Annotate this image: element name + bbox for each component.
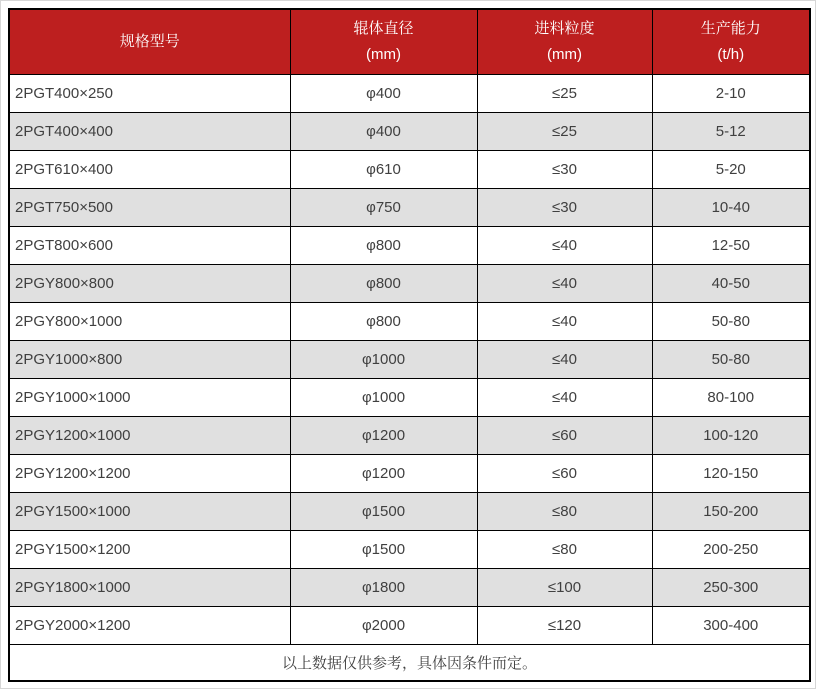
- cell-feed-size: ≤60: [477, 455, 652, 493]
- cell-diameter: φ1200: [290, 455, 477, 493]
- header-cell-capacity: [652, 9, 810, 75]
- cell-model: 2PGT400×400: [9, 113, 290, 151]
- cell-capacity: 10-40: [652, 189, 810, 227]
- table-row: [9, 75, 810, 113]
- header-unit: (mm): [366, 46, 401, 63]
- cell-capacity: 5-12: [652, 113, 810, 151]
- table-header-row: [9, 9, 810, 75]
- cell-diameter: φ800: [290, 265, 477, 303]
- cell-model: 2PGY1500×1200: [9, 531, 290, 569]
- cell-diameter: φ1800: [290, 569, 477, 607]
- cell-capacity: 100-120: [652, 417, 810, 455]
- cell-capacity: 2-10: [652, 75, 810, 113]
- cell-feed-size: ≤30: [477, 189, 652, 227]
- cell-feed-size: ≤40: [477, 379, 652, 417]
- spec-table: [8, 8, 811, 682]
- cell-model: 2PGY1000×800: [9, 341, 290, 379]
- cell-model: 2PGT800×600: [9, 227, 290, 265]
- table-row: [9, 379, 810, 417]
- cell-diameter: φ800: [290, 303, 477, 341]
- table-footer: [9, 645, 810, 682]
- cell-diameter: φ1200: [290, 417, 477, 455]
- cell-capacity: 300-400: [652, 607, 810, 645]
- table-row: [9, 227, 810, 265]
- cell-model: 2PGY2000×1200: [9, 607, 290, 645]
- header-cell-model: [9, 9, 290, 75]
- cell-feed-size: ≤40: [477, 341, 652, 379]
- cell-feed-size: ≤80: [477, 531, 652, 569]
- cell-capacity: 50-80: [652, 341, 810, 379]
- cell-capacity: 250-300: [652, 569, 810, 607]
- cell-model: 2PGY800×1000: [9, 303, 290, 341]
- cell-feed-size: ≤30: [477, 151, 652, 189]
- table-row: [9, 189, 810, 227]
- cell-feed-size: ≤100: [477, 569, 652, 607]
- table-row: [9, 531, 810, 569]
- table-row: [9, 607, 810, 645]
- cell-feed-size: ≤25: [477, 113, 652, 151]
- cell-feed-size: ≤40: [477, 265, 652, 303]
- cell-feed-size: ≤40: [477, 227, 652, 265]
- header-cell-feed-size: [477, 9, 652, 75]
- header-unit: (t/h): [717, 46, 745, 63]
- cell-capacity: 150-200: [652, 493, 810, 531]
- cell-model: 2PGY1200×1200: [9, 455, 290, 493]
- table-header: [9, 9, 810, 75]
- cell-model: 2PGY1200×1000: [9, 417, 290, 455]
- cell-model: 2PGT750×500: [9, 189, 290, 227]
- cell-capacity: 40-50: [652, 265, 810, 303]
- table-body: [9, 75, 810, 645]
- cell-capacity: 50-80: [652, 303, 810, 341]
- table-row: [9, 303, 810, 341]
- header-title: 规格型号: [119, 33, 180, 50]
- cell-feed-size: ≤80: [477, 493, 652, 531]
- footnote-row: [9, 645, 810, 682]
- header-title: 进料粒度: [534, 20, 595, 37]
- cell-model: 2PGY800×800: [9, 265, 290, 303]
- cell-diameter: φ400: [290, 75, 477, 113]
- table-row: [9, 151, 810, 189]
- header-title: 生产能力: [700, 20, 761, 37]
- header-unit: (mm): [547, 46, 582, 63]
- cell-model: 2PGY1500×1000: [9, 493, 290, 531]
- cell-feed-size: ≤60: [477, 417, 652, 455]
- table-row: [9, 417, 810, 455]
- cell-diameter: φ1000: [290, 341, 477, 379]
- cell-model: 2PGY1800×1000: [9, 569, 290, 607]
- cell-capacity: 12-50: [652, 227, 810, 265]
- cell-diameter: φ2000: [290, 607, 477, 645]
- cell-diameter: φ400: [290, 113, 477, 151]
- table-footnote: 以上数据仅供参考，具体因条件而定。: [9, 645, 810, 682]
- cell-diameter: φ1000: [290, 379, 477, 417]
- table-row: [9, 265, 810, 303]
- cell-capacity: 200-250: [652, 531, 810, 569]
- cell-model: 2PGY1000×1000: [9, 379, 290, 417]
- table-row: [9, 569, 810, 607]
- table-row: [9, 341, 810, 379]
- cell-diameter: φ1500: [290, 493, 477, 531]
- cell-feed-size: ≤40: [477, 303, 652, 341]
- header-cell-diameter: [290, 9, 477, 75]
- cell-diameter: φ800: [290, 227, 477, 265]
- table-row: [9, 493, 810, 531]
- cell-diameter: φ750: [290, 189, 477, 227]
- cell-capacity: 80-100: [652, 379, 810, 417]
- table-row: [9, 113, 810, 151]
- cell-capacity: 120-150: [652, 455, 810, 493]
- cell-feed-size: ≤120: [477, 607, 652, 645]
- cell-capacity: 5-20: [652, 151, 810, 189]
- table-row: [9, 455, 810, 493]
- cell-model: 2PGT610×400: [9, 151, 290, 189]
- header-title: 辊体直径: [353, 20, 414, 37]
- cell-feed-size: ≤25: [477, 75, 652, 113]
- cell-diameter: φ610: [290, 151, 477, 189]
- cell-model: 2PGT400×250: [9, 75, 290, 113]
- cell-diameter: φ1500: [290, 531, 477, 569]
